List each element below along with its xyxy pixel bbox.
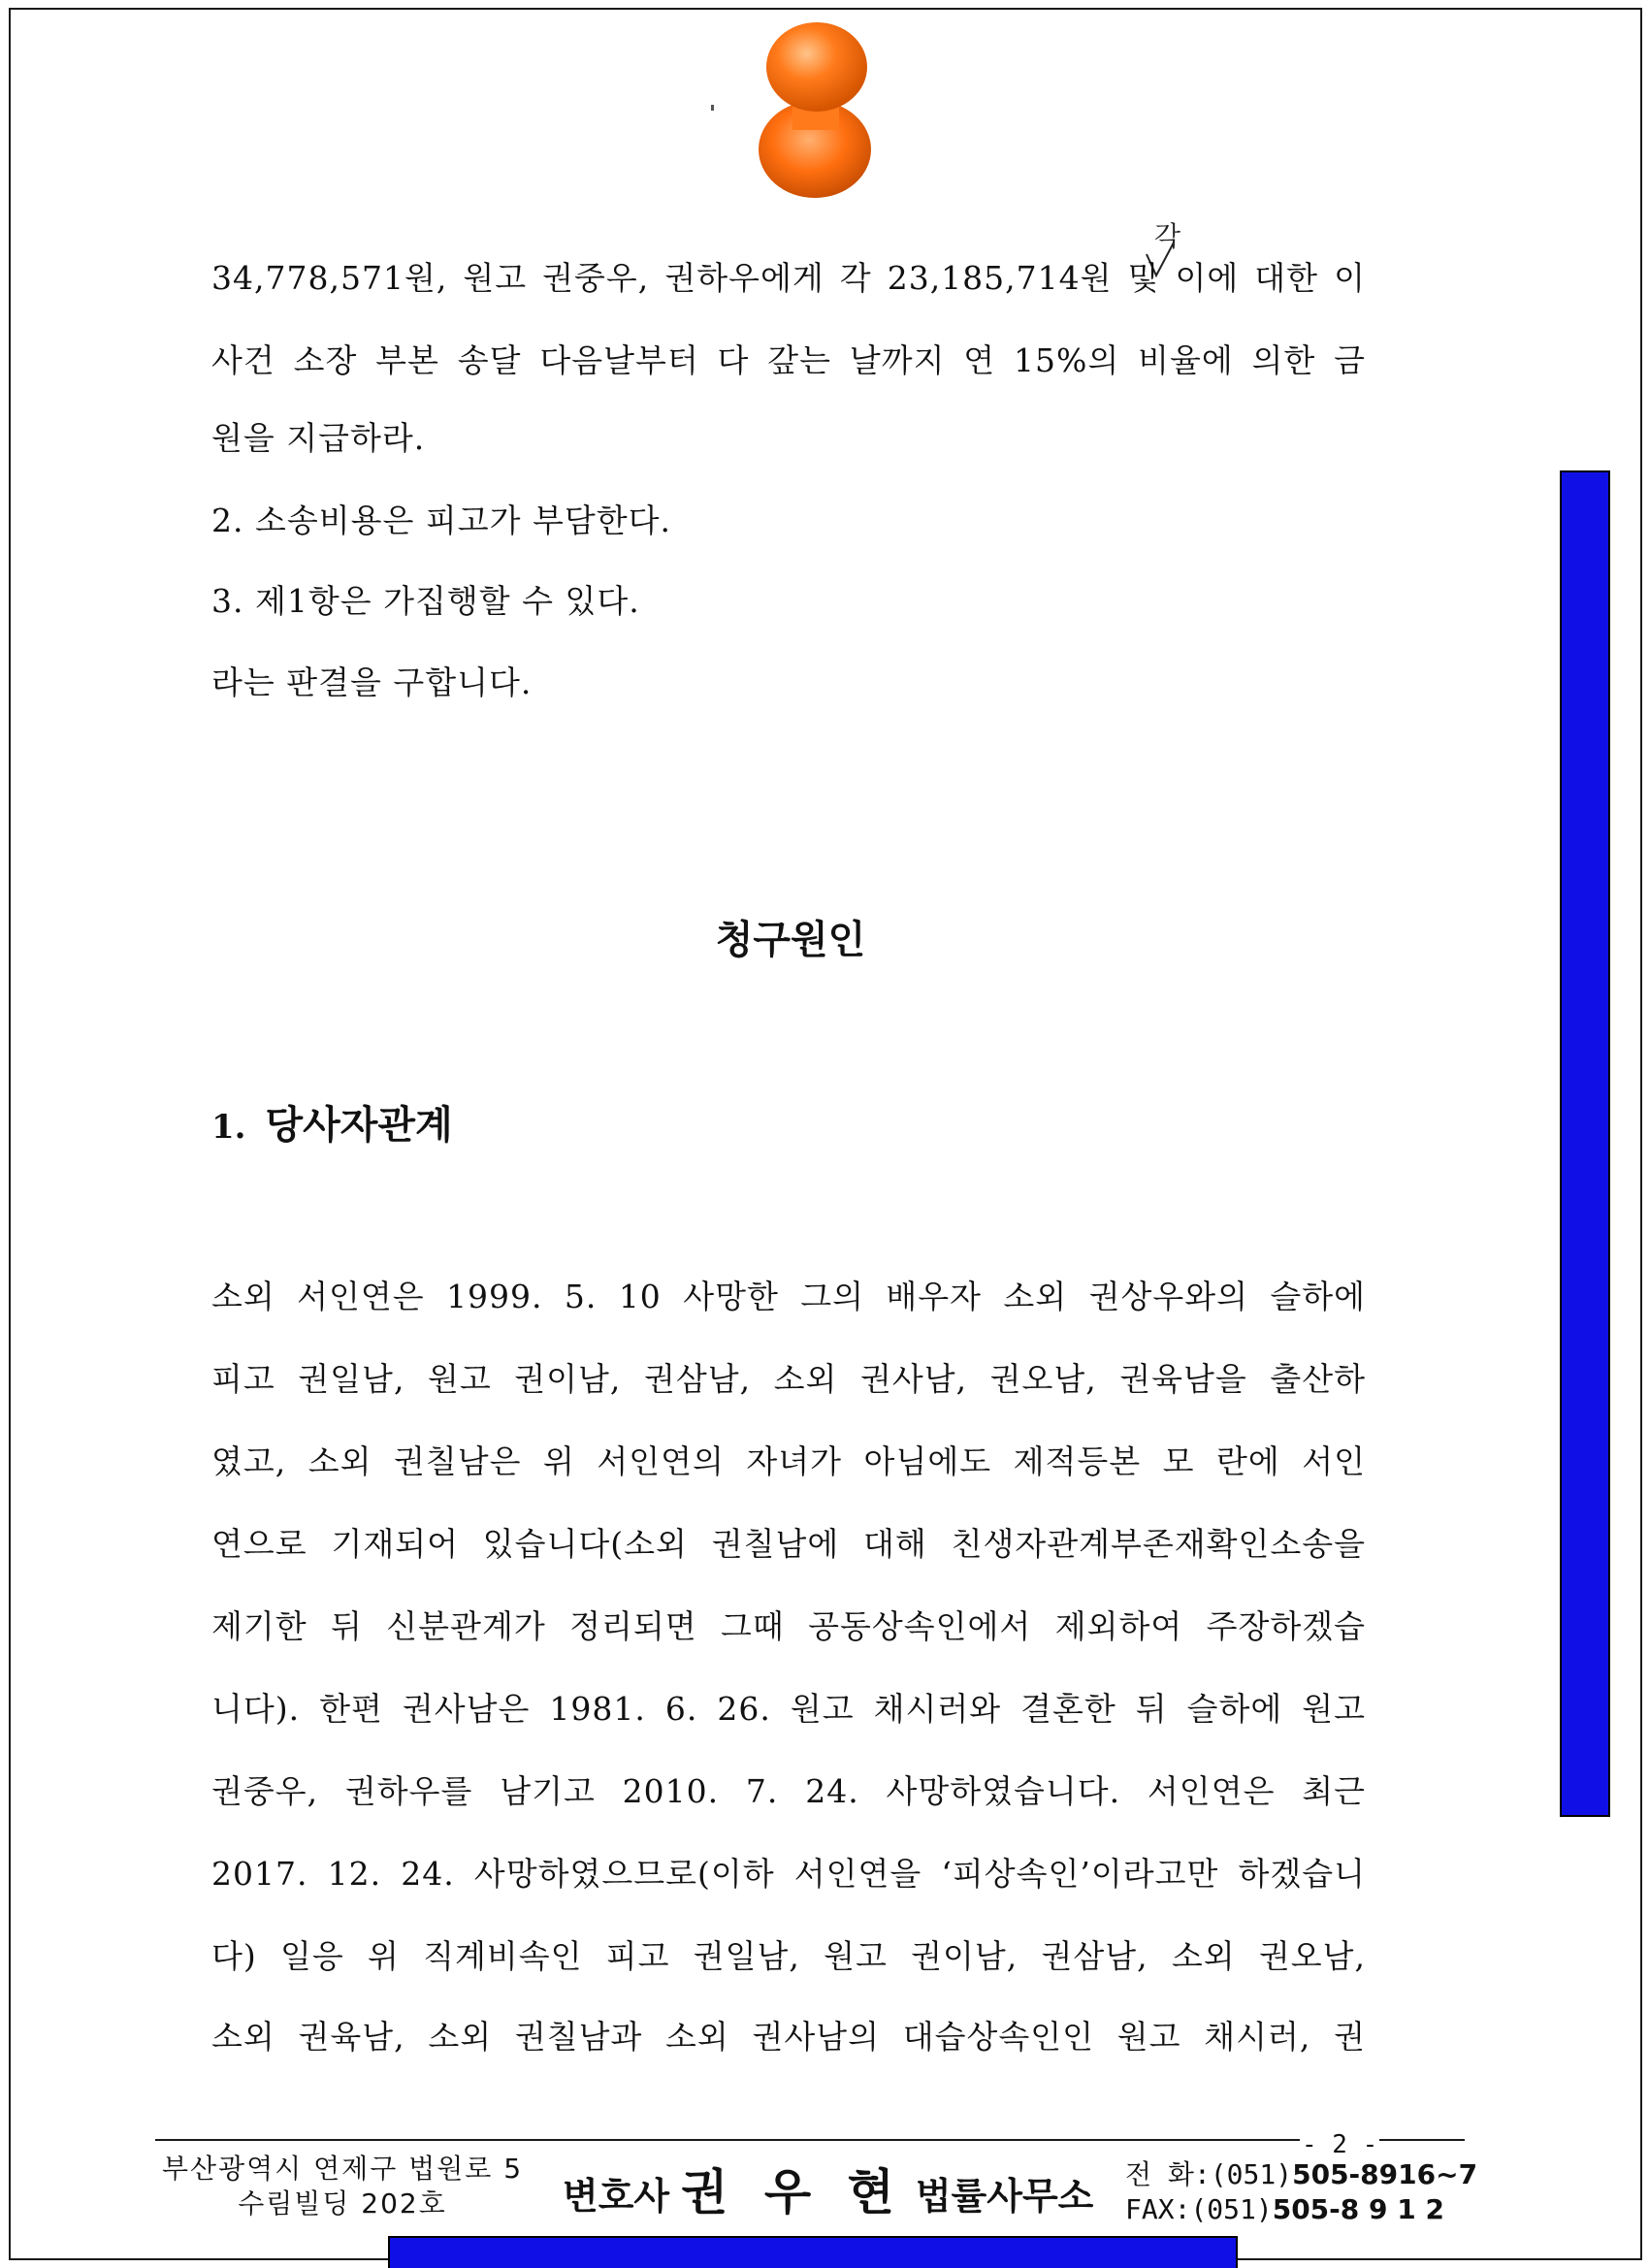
paragraph-line-9: 다) 일응 위 직계비속인 피고 권일남, 원고 권이남, 권삼남, 소외 권오남, bbox=[211, 1937, 1366, 1975]
phone-row bbox=[1125, 2157, 1477, 2192]
paragraph-line-1: 소외 서인연은 1999. 5. 10 사망한 그의 배우자 소외 권상우와의 슬하에 bbox=[211, 1278, 1366, 1315]
body-line-3: 원을 지급하라. bbox=[211, 419, 426, 457]
page-number: - 2 - bbox=[1302, 2130, 1378, 2159]
address-line-2: 수림빌딩 202호 bbox=[238, 2187, 447, 2219]
handwritten-text: 각 bbox=[1154, 220, 1181, 252]
body-line-5: 3. 제1항은 가집행할 수 있다. bbox=[211, 582, 640, 620]
fax-row bbox=[1125, 2192, 1477, 2227]
footer-rule bbox=[155, 2139, 1465, 2141]
paragraph-line-10: 소외 권육남, 소외 권칠남과 소외 권사남의 대습상속인인 원고 채시러, 권 bbox=[211, 2018, 1366, 2056]
footer-firm bbox=[563, 2154, 1093, 2223]
firm-prefix: 변호사 bbox=[563, 2175, 670, 2218]
paragraph-line-2: 피고 권일남, 원고 권이남, 권삼남, 소외 권사남, 권오남, 권육남을 출산하 bbox=[211, 1360, 1366, 1398]
body-line-6: 라는 판결을 구합니다. bbox=[211, 664, 533, 701]
footer-contact bbox=[1125, 2157, 1477, 2227]
heading-text: 당사자관계 bbox=[265, 1103, 453, 1148]
paragraph-line-8: 2017. 12. 24. 사망하였으므로(이하 서인연을 ‘피상속인’이라고만 하겠습니 bbox=[211, 1855, 1366, 1893]
fax-number: 505-8 9 1 2 bbox=[1272, 2193, 1444, 2225]
paragraph-line-7: 권중우, 권하우를 남기고 2010. 7. 24. 사망하였습니다. 서인연은 최근 bbox=[211, 1772, 1366, 1810]
phone-number: 505-8916~7 bbox=[1292, 2158, 1478, 2190]
paragraph-line-5: 제기한 뒤 신분관계가 정리되면 그때 공동상속인에서 제외하여 주장하겠습 bbox=[211, 1607, 1366, 1645]
address-line-1: 부산광역시 연제구 법원로 5 bbox=[161, 2153, 524, 2185]
footer-address bbox=[158, 2152, 527, 2221]
paragraph-line-3: 였고, 소외 권칠남은 위 서인연의 자녀가 아님에도 제적등본 모 란에 서인 bbox=[211, 1442, 1366, 1480]
body-line-1: 34,778,571원, 원고 권중우, 권하우에게 각 23,185,714원 및 이에 대한 이 bbox=[211, 259, 1366, 297]
paragraph-line-4: 연으로 기재되어 있습니다(소외 권칠남에 대해 친생자관계부존재확인소송을 bbox=[211, 1525, 1366, 1563]
section-title: 청구원인 bbox=[715, 918, 866, 962]
fax-label: FAX:(051) bbox=[1125, 2193, 1273, 2225]
stray-mark bbox=[711, 105, 714, 111]
pushpin-icon bbox=[749, 14, 885, 208]
firm-suffix: 법률사무소 bbox=[915, 2175, 1094, 2218]
firm-name: 권 우 현 bbox=[681, 2164, 904, 2220]
heading-number: 1. bbox=[211, 1108, 246, 1147]
blue-bar-right bbox=[1560, 470, 1610, 1817]
paragraph-line-6: 니다). 한편 권사남은 1981. 6. 26. 원고 채시러와 결혼한 뒤 슬하에 원고 bbox=[211, 1690, 1366, 1728]
body-line-2: 사건 소장 부본 송달 다음날부터 다 갚는 날까지 연 15%의 비율에 의한 금 bbox=[211, 341, 1366, 379]
phone-label: 전 화:(051) bbox=[1125, 2158, 1293, 2190]
blue-bar-bottom bbox=[388, 2236, 1238, 2268]
heading-1 bbox=[211, 1094, 453, 1150]
body-line-4: 2. 소송비용은 피고가 부담한다. bbox=[211, 502, 671, 539]
